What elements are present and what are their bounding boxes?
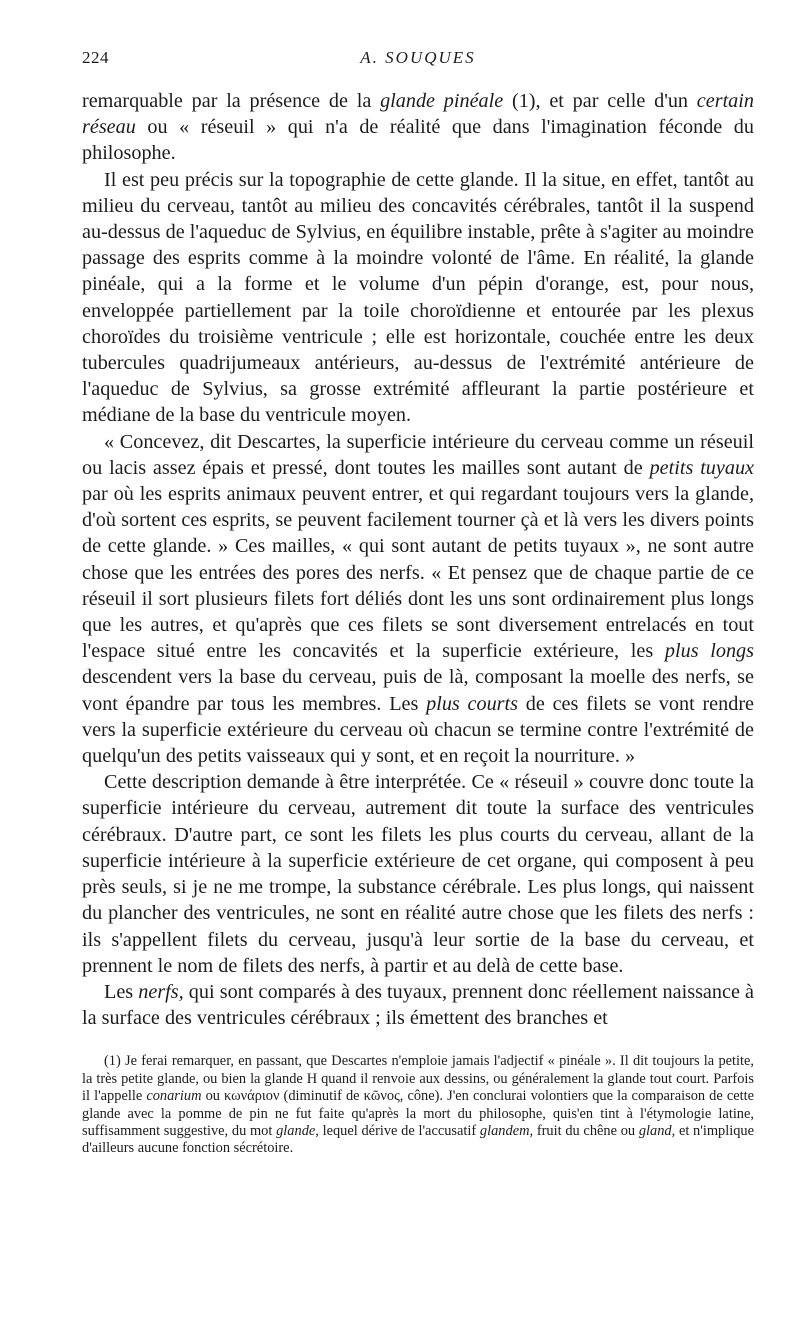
page-number: 224 — [82, 48, 109, 67]
text-run: et n'implique d'ailleurs aucune fonction sécrétoire. — [82, 1122, 755, 1157]
text-run: « Concevez, dit Descartes, la superficie intérieure du cerveau comme un réseuil ou lacis assez épais et pressé, dont toutes les mailles sont autant de — [82, 430, 754, 479]
paragraph — [82, 88, 754, 167]
text-run: de ces filets se vont rendre vers la superficie extérieure du cerveau où chacun se termine contre l'extrémité de quelqu'un des petits vaisseaux qui y sont, et en reçoit la nourriture. » — [82, 692, 755, 768]
italic-text: plus courts — [426, 692, 519, 715]
text-run: ou κωνάριον (diminutif de κῶνος, cône). J'en conclurai volontiers que la comparaison de cette glande avec la pomme de pin ne fut faite qu'après la mort du philosophe, quis'en tint à l'étymologie latine, suffisamment suggestive, du mot — [82, 1088, 754, 1139]
italic-text: petits tuyaux — [649, 456, 754, 479]
text-run: (1) Je ferai remarquer, en passant, que Descartes n'emploie jamais l'adjectif « pinéale ». Il dit toujours la petite, la très petite glande, ou bien la glande H quand il renvoie aux dessins, ou généralement la glande tout court. Parfois il l'appelle — [82, 1053, 754, 1105]
italic-text: gland, — [638, 1122, 676, 1139]
text-run: Cette description demande à être interprétée. Ce « réseuil » couvre donc toute la superficie intérieure du cerveau, autrement dit toute la surface des ventricules cérébraux. D'autre part, ce sont les filets les plus courts du cerveau, allant de la superficie intérieure à la superficie extérieure de cet organe, qui composent à peu près seuls, si je ne me trompe, la substance cérébrale. Les plus longs, qui naissent du plancher des ventricules, ne sont en réalité autre chose que les filets des nerfs : ils s'appellent filets du cerveau, jusqu'à leur sortie de la base du cerveau, et prennent le nom de filets des nerfs, à partir et au delà de cette base. — [82, 771, 754, 977]
book-page — [82, 48, 754, 1158]
text-run: par où les esprits animaux peuvent entrer, et qui regardant toujours vers la glande, d'où sortent ces esprits, se peuvent facilement tourner çà et là vers les divers points de cette glande. » Ces mailles, « qui sont autant de petits tuyaux », ne sont autre chose que les entrées des pores des nerfs. « Et pensez que de chaque partie de ce réseuil il sort plusieurs filets fort déliés dont les uns sont ordinairement plus longs que les autres, et qu'après que ces filets se sont diversement entrelacés en tout l'espace situé entre les concavités et la superficie extérieure, les — [82, 483, 754, 663]
italic-text: glande pinéale — [380, 90, 504, 112]
text-run: (1), et par celle d'un — [503, 90, 697, 112]
text-run: Les — [104, 980, 139, 1003]
text-run: fruit du chêne ou — [533, 1122, 639, 1139]
text-run: lequel dérive de l'accusatif — [318, 1122, 480, 1139]
paragraph — [82, 769, 754, 979]
italic-text: glandem, — [479, 1122, 534, 1139]
italic-text: conarium — [146, 1088, 202, 1105]
paragraph — [82, 979, 754, 1031]
italic-text: glande, — [276, 1122, 319, 1139]
text-run: ou « réseuil » qui n'a de réalité que dans l'imagination féconde du philosophe. — [82, 116, 754, 165]
running-title: A. SOUQUES — [360, 48, 476, 67]
text-run: qui sont comparés à des tuyaux, prennent donc réellement naissance à la surface des ventricules cérébraux ; ils émettent des branches et — [82, 980, 754, 1030]
text-run: Il est peu précis sur la topographie de cette glande. Il la situe, en effet, tantôt au milieu du cerveau, tantôt au milieu des concavités cérébrales, tantôt il la suspend au-dessus de l'aqueduc de Sylvius, en équilibre instable, prête à s'agiter au moindre passage des esprits comme à la moindre volonté de l'âme. En réalité, la glande pinéale, qui a la forme et le volume d'un pépin d'orange, est, pour nous, enveloppée partiellement par la toile choroïdienne et entourée par les plexus choroïdes du troisième ventricule ; elle est horizontale, couchée entre les deux tubercules quadrijumeaux antérieurs, au-dessus de l'extrémité antérieure de l'aqueduc de Sylvius, sa grosse extrémité affleurant la partie postérieure et médiane de la base du ventricule moyen. — [82, 168, 754, 427]
footnote — [82, 1053, 754, 1157]
italic-text: certain réseau — [82, 90, 754, 139]
paragraph — [82, 167, 754, 429]
paragraph — [82, 429, 754, 770]
running-head — [82, 48, 754, 74]
italic-text: plus longs — [664, 640, 754, 663]
body-text — [82, 88, 754, 1031]
text-run: descendent vers la base du cerveau, puis de là, composant la moelle des nerfs, se vont épandre par tous les membres. Les — [82, 666, 754, 715]
italic-text: nerfs, — [138, 980, 184, 1003]
text-run: remarquable par la présence de la — [82, 90, 381, 112]
